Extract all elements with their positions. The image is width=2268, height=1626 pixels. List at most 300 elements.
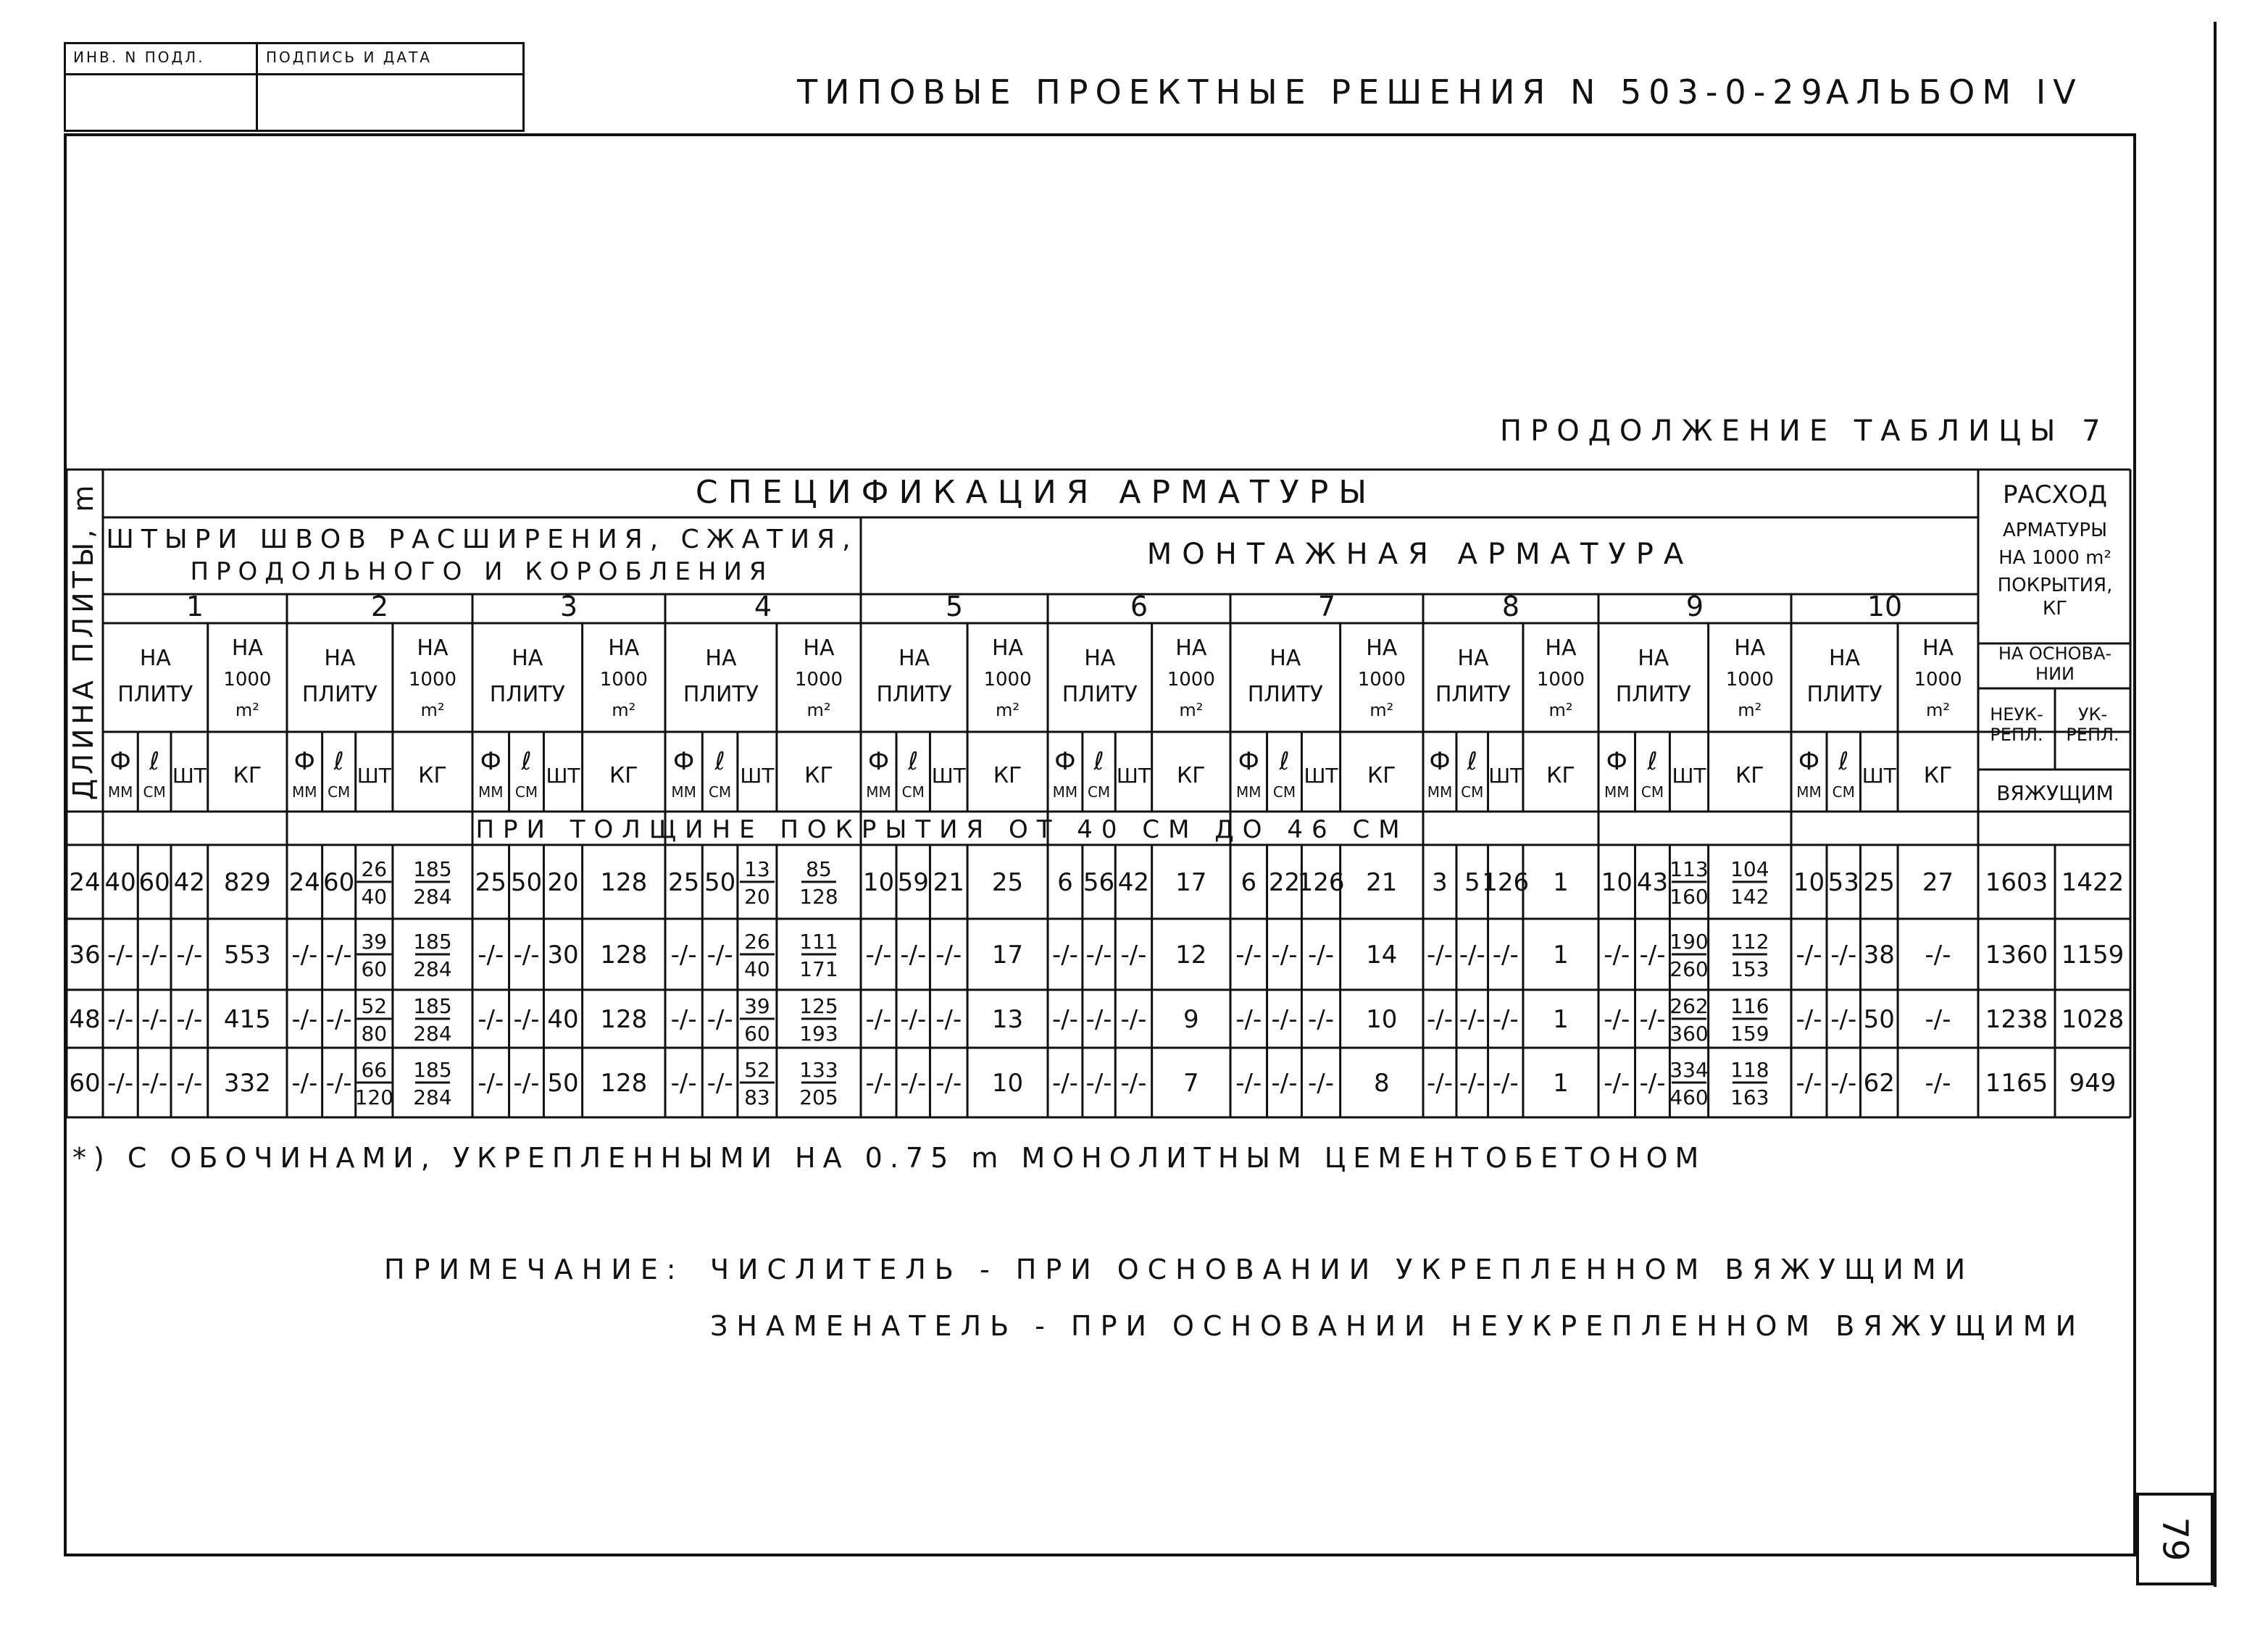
table-cell: -/- [325, 1069, 352, 1098]
table-cell: -/- [176, 1069, 203, 1098]
table-cell: -/- [1459, 1005, 1485, 1034]
unit-kg: КГ [1367, 763, 1396, 788]
cell-numerator: 104 [1730, 857, 1769, 881]
cell-denominator: 284 [413, 1022, 452, 1046]
sub-per-slab: ПЛИТУ [117, 682, 193, 707]
cell-denominator: 128 [799, 885, 838, 909]
table-cell: 128 [600, 941, 648, 970]
table-cell: -/- [1235, 941, 1262, 970]
cell-denominator: 142 [1730, 885, 1769, 909]
cell-numerator: 52 [361, 994, 388, 1018]
cell-numerator: 26 [361, 857, 388, 881]
unit-pieces: ШТ [357, 764, 391, 788]
cell-numerator: 133 [799, 1058, 838, 1082]
table-cell: -/- [1051, 1005, 1078, 1034]
table-cell: -/- [1796, 1005, 1822, 1034]
table-cell: -/- [1051, 1069, 1078, 1098]
unit-diameter: Ф [867, 747, 890, 776]
group-number-5: 5 [945, 591, 964, 622]
table-cell: -/- [1271, 1005, 1298, 1034]
table-cell: 50 [1863, 1005, 1895, 1034]
consumption-label: АРМАТУРЫ [2002, 520, 2108, 541]
sub-per-1000: m² [1738, 700, 1762, 720]
table-cell: -/- [176, 941, 203, 970]
sub-per-slab: ПЛИТУ [489, 682, 565, 707]
stamp-inv-label: ИНВ. N ПОДЛ. [73, 49, 205, 66]
unit-pieces: ШТ [172, 764, 207, 788]
table-cell: -/- [1085, 941, 1112, 970]
table-cell: -/- [513, 1005, 540, 1034]
cell-denominator: 60 [744, 1022, 770, 1046]
unit-pieces: ШТ [931, 764, 966, 788]
sub-per-1000: 1000 [794, 669, 843, 691]
table-cell: 25 [1863, 868, 1895, 897]
table-cell: 6 [1241, 868, 1257, 897]
table-cell: 17 [1175, 868, 1207, 897]
table-cell: 128 [600, 868, 648, 897]
table-cell: -/- [670, 1005, 697, 1034]
table-cell: 40 [104, 868, 136, 897]
unit-length: ℓ [333, 747, 344, 776]
unit-length: ℓ [1647, 747, 1658, 776]
table-body [69, 857, 2124, 1109]
sub-per-1000: НА [1366, 635, 1398, 661]
basis-col-unreinforced: НЕУК- [1990, 704, 2043, 725]
sub-per-slab: НА [1270, 646, 1301, 671]
sub-per-1000: НА [608, 635, 640, 661]
sub-per-1000: 1000 [408, 669, 457, 691]
cell-denominator: 83 [744, 1085, 770, 1109]
sub-per-slab: НА [139, 646, 171, 671]
table-cell: 128 [600, 1069, 648, 1098]
table-cell: 17 [991, 941, 1024, 970]
table-cell: 56 [1083, 868, 1115, 897]
table-cell: 1 [1553, 1069, 1569, 1098]
note-line-2: ЗНАМЕНАТЕЛЬ - ПРИ ОСНОВАНИИ НЕУКРЕПЛЕННОМ ВЯЖУЩИМИ [710, 1310, 2085, 1342]
table-cell: 949 [2069, 1069, 2117, 1098]
sub-per-1000: m² [1179, 700, 1204, 720]
sub-per-slab: ПЛИТУ [1806, 682, 1883, 707]
table-cell: 40 [547, 1005, 579, 1034]
cell-numerator: 116 [1730, 994, 1769, 1018]
basis-label: НИИ [2035, 664, 2075, 684]
table-cell: -/- [1639, 941, 1666, 970]
unit-pieces: ШТ [1488, 764, 1523, 788]
table-cell: 1422 [2061, 868, 2125, 897]
cell-numerator: 26 [744, 930, 770, 954]
table-cell: -/- [1308, 1005, 1335, 1034]
table-cell: 829 [223, 868, 271, 897]
sub-per-slab: НА [705, 646, 737, 671]
group-number-8: 8 [1501, 591, 1520, 622]
table-cell: 8 [1373, 1069, 1390, 1098]
table-cell: -/- [865, 1005, 892, 1034]
table-cell: -/- [670, 941, 697, 970]
spec-title: СПЕЦИФИКАЦИЯ АРМАТУРЫ [695, 474, 1377, 511]
continuation-label: ПРОДОЛЖЕНИЕ ТАБЛИЦЫ 7 [1500, 414, 2109, 448]
unit-kg: КГ [993, 763, 1022, 788]
table-cell: -/- [706, 941, 733, 970]
cell-denominator: 163 [1730, 1085, 1769, 1109]
cell-numerator: 185 [413, 857, 452, 881]
sub-per-slab: ПЛИТУ [1615, 682, 1691, 707]
unit-cm: СМ [708, 783, 732, 801]
cell-denominator: 40 [361, 885, 388, 909]
sub-per-1000: 1000 [983, 669, 1032, 691]
table-cell: -/- [1604, 1069, 1630, 1098]
basis-label: НА ОСНОВА- [1998, 643, 2112, 664]
table-cell: -/- [706, 1069, 733, 1098]
sub-per-1000: 1000 [223, 669, 272, 691]
group-number-1: 1 [185, 591, 204, 622]
cell-denominator: 284 [413, 885, 452, 909]
table-cell: -/- [1051, 941, 1078, 970]
table-cell: -/- [291, 941, 318, 970]
table-cell: -/- [1271, 941, 1298, 970]
cell-numerator: 112 [1730, 930, 1769, 954]
table-cell: -/- [670, 1069, 697, 1098]
binder-label: ВЯЖУЩИМ [1996, 781, 2114, 805]
cell-denominator: 284 [413, 1085, 452, 1109]
unit-pieces: ШТ [1861, 764, 1896, 788]
unit-length: ℓ [1838, 747, 1849, 776]
table-cell: 1360 [1985, 941, 2048, 970]
unit-length: ℓ [1279, 747, 1290, 776]
group-number-7: 7 [1317, 591, 1336, 622]
table-cell: -/- [478, 1069, 504, 1098]
cell-denominator: 193 [799, 1022, 838, 1046]
cell-denominator: 40 [744, 957, 770, 981]
unit-kg: КГ [418, 763, 447, 788]
table-cell: -/- [900, 1069, 927, 1098]
sub-per-slab: ПЛИТУ [1435, 682, 1512, 707]
unit-kg: КГ [1735, 763, 1764, 788]
unit-mm: ММ [1052, 783, 1078, 801]
table-cell: -/- [1271, 1069, 1298, 1098]
table-cell: 1 [1553, 941, 1569, 970]
table-cell: -/- [291, 1005, 318, 1034]
table-cell: -/- [1492, 941, 1519, 970]
sub-per-1000: НА [1175, 635, 1207, 661]
unit-kg: КГ [804, 763, 833, 788]
unit-cm: СМ [1461, 783, 1484, 801]
unit-cm: СМ [1272, 783, 1296, 801]
table-cell: -/- [1796, 941, 1822, 970]
sub-per-1000: 1000 [1725, 669, 1774, 691]
table-cell: 50 [510, 868, 543, 897]
table-cell: -/- [1796, 1069, 1822, 1098]
cell-denominator: 171 [799, 957, 838, 981]
unit-kg: КГ [609, 763, 638, 788]
unit-kg: КГ [1546, 763, 1575, 788]
note-line-1: ЧИСЛИТЕЛЬ - ПРИ ОСНОВАНИИ УКРЕПЛЕННОМ ВЯЖУЩИМИ [710, 1254, 1975, 1285]
unit-length: ℓ [1093, 747, 1104, 776]
album-label: АЛЬБОМ IV [1826, 72, 2083, 112]
unit-mm: ММ [1236, 783, 1262, 801]
unit-diameter: Ф [109, 747, 131, 776]
table-cell: 59 [897, 868, 929, 897]
unit-length: ℓ [714, 747, 725, 776]
table-cell: -/- [1085, 1069, 1112, 1098]
sub-per-slab: ПЛИТУ [1247, 682, 1323, 707]
table-cell: 50 [547, 1069, 579, 1098]
sub-per-slab: НА [1828, 646, 1861, 671]
table-cell: 24 [288, 868, 320, 897]
cell-numerator: 52 [744, 1058, 770, 1082]
table-cell: -/- [1925, 941, 1951, 970]
sub-per-1000: НА [1545, 635, 1577, 661]
table-cell: -/- [1426, 1005, 1453, 1034]
slab-length: 24 [69, 868, 101, 897]
cell-denominator: 360 [1669, 1022, 1709, 1046]
table-cell: 10 [991, 1069, 1024, 1098]
sub-per-slab: НА [1638, 646, 1669, 671]
sub-per-1000: 1000 [1167, 669, 1215, 691]
table-cell: -/- [1639, 1069, 1666, 1098]
table-cell: -/- [141, 941, 168, 970]
table-cell: 43 [1636, 868, 1669, 897]
sub-per-1000: m² [806, 700, 831, 720]
cell-denominator: 260 [1669, 957, 1709, 981]
table-cell: -/- [706, 1005, 733, 1034]
table-cell: -/- [900, 1005, 927, 1034]
table-cell: 27 [1922, 868, 1954, 897]
sub-per-1000: m² [420, 700, 445, 720]
table-cell: 25 [475, 868, 506, 897]
table-cell: 25 [991, 868, 1024, 897]
table-cell: 6 [1057, 868, 1073, 897]
unit-cm: СМ [901, 783, 925, 801]
table-cell: 60 [138, 868, 170, 897]
unit-mm: ММ [107, 783, 133, 801]
table-cell: 22 [1268, 868, 1301, 897]
slab-length: 36 [69, 941, 101, 970]
unit-diameter: Ф [1238, 747, 1259, 776]
group-number-9: 9 [1685, 591, 1704, 622]
table-cell: -/- [1830, 941, 1857, 970]
cell-denominator: 80 [361, 1022, 388, 1046]
page-number: 79 [2154, 1517, 2196, 1562]
sub-per-1000: 1000 [599, 669, 648, 691]
table-cell: 62 [1863, 1069, 1895, 1098]
table-cell: 3 [1432, 868, 1448, 897]
consumption-label: ПОКРЫТИЯ, [1997, 575, 2113, 596]
table-cell: -/- [1235, 1069, 1262, 1098]
table-cell: -/- [1459, 1069, 1485, 1098]
cell-denominator: 159 [1730, 1022, 1769, 1046]
table-cell: -/- [1925, 1005, 1951, 1034]
cell-denominator: 160 [1669, 885, 1709, 909]
unit-pieces: ШТ [740, 764, 775, 788]
unit-pieces: ШТ [1116, 764, 1151, 788]
cell-denominator: 153 [1730, 957, 1769, 981]
table-cell: 30 [547, 941, 579, 970]
table-cell: 1 [1553, 1005, 1569, 1034]
unit-cm: СМ [1832, 783, 1855, 801]
table-cell: -/- [478, 1005, 504, 1034]
group1-title-line1: ШТЫРИ ШВОВ РАСШИРЕНИЯ, СЖАТИЯ, [106, 525, 858, 554]
thickness-row: ПРИ ТОЛЩИНЕ ПОКРЫТИЯ ОТ 40 СМ ДО 46 СМ [475, 815, 1409, 844]
table-cell: 10 [1793, 868, 1825, 897]
unit-mm: ММ [292, 783, 317, 801]
sub-per-1000: НА [991, 635, 1024, 661]
table-cell: -/- [1308, 1069, 1335, 1098]
table-cell: 1165 [1985, 1069, 2048, 1098]
sub-per-1000: НА [803, 635, 835, 661]
group-number-4: 4 [754, 591, 772, 622]
unit-diameter: Ф [1054, 747, 1076, 776]
unit-diameter: Ф [480, 747, 501, 776]
unit-mm: ММ [1427, 783, 1453, 801]
cell-denominator: 460 [1669, 1085, 1709, 1109]
table-cell: -/- [1235, 1005, 1262, 1034]
table-cell: -/- [1604, 941, 1630, 970]
table-cell: 415 [223, 1005, 271, 1034]
cell-numerator: 185 [413, 930, 452, 954]
table-cell: -/- [935, 1005, 962, 1034]
table-cell: 12 [1175, 941, 1207, 970]
note-label: ПРИМЕЧАНИЕ: [384, 1254, 685, 1285]
table-cell: 553 [223, 941, 271, 970]
sub-per-slab: ПЛИТУ [683, 682, 759, 707]
cell-numerator: 85 [806, 857, 832, 881]
table-cell: -/- [1492, 1069, 1519, 1098]
table-cell: -/- [176, 1005, 203, 1034]
cell-numerator: 13 [744, 857, 770, 881]
table-cell: -/- [865, 1069, 892, 1098]
table-cell: 50 [704, 868, 736, 897]
table-cell: -/- [1085, 1005, 1112, 1034]
group-number-2: 2 [370, 591, 389, 622]
group2-title: МОНТАЖНАЯ АРМАТУРА [1146, 538, 1694, 571]
unit-cm: СМ [514, 783, 538, 801]
unit-pieces: ШТ [1672, 764, 1706, 788]
sub-per-1000: 1000 [1357, 669, 1406, 691]
table-cell: -/- [1120, 941, 1147, 970]
unit-diameter: Ф [1429, 747, 1451, 776]
cell-numerator: 185 [413, 994, 452, 1018]
table-cell: 10 [1601, 868, 1633, 897]
table-cell: -/- [1830, 1005, 1857, 1034]
cell-denominator: 205 [799, 1085, 838, 1109]
document-title: ТИПОВЫЕ ПРОЕКТНЫЕ РЕШЕНИЯ N 503-0-29 [797, 72, 1830, 112]
cell-denominator: 60 [361, 957, 388, 981]
unit-diameter: Ф [673, 747, 695, 776]
sub-per-slab: НА [898, 646, 930, 671]
unit-kg: КГ [1923, 763, 1953, 788]
table-cell: 1 [1553, 868, 1569, 897]
table-cell: 126 [1297, 868, 1345, 897]
table-cell: 1028 [2061, 1005, 2125, 1034]
sub-per-1000: 1000 [1536, 669, 1585, 691]
table-cell: 9 [1183, 1005, 1199, 1034]
slab-length: 60 [69, 1069, 101, 1098]
sub-per-1000: НА [1922, 635, 1954, 661]
group1-title-line2: ПРОДОЛЬНОГО И КОРОБЛЕНИЯ [190, 557, 774, 586]
sub-per-slab: НА [1457, 646, 1489, 671]
table-cell: -/- [107, 1005, 134, 1034]
footnote: *) С ОБОЧИНАМИ, УКРЕПЛЕННЫМИ НА 0.75 m МОНОЛИТНЫМ ЦЕМЕНТОБЕТОНОМ [72, 1142, 1706, 1174]
cell-numerator: 39 [361, 930, 388, 954]
table-cell: 5 [1464, 868, 1480, 897]
table-cell: -/- [325, 1005, 352, 1034]
table-cell: -/- [1830, 1069, 1857, 1098]
row-axis-label: ДЛИНА ПЛИТЫ, m [67, 480, 99, 801]
table-cell: -/- [141, 1005, 168, 1034]
cell-numerator: 113 [1669, 857, 1709, 881]
group-number-6: 6 [1130, 591, 1148, 622]
table-cell: 1603 [1985, 868, 2048, 897]
group-number-3: 3 [559, 591, 578, 622]
cell-numerator: 262 [1669, 994, 1709, 1018]
table-cell: 21 [1366, 868, 1398, 897]
table-cell: -/- [1492, 1005, 1519, 1034]
table-cell: -/- [865, 941, 892, 970]
unit-cm: СМ [328, 783, 351, 801]
table-cell: 126 [1482, 868, 1530, 897]
sub-per-1000: m² [1926, 700, 1951, 720]
unit-mm: ММ [1604, 783, 1630, 801]
table-cell: 20 [547, 868, 579, 897]
cell-denominator: 120 [354, 1085, 394, 1109]
unit-length: ℓ [1467, 747, 1477, 776]
sub-per-1000: НА [417, 635, 449, 661]
table-cell: -/- [1426, 1069, 1453, 1098]
cell-numerator: 190 [1669, 930, 1709, 954]
cell-numerator: 334 [1669, 1058, 1709, 1082]
unit-cm: СМ [143, 783, 166, 801]
group-number-10: 10 [1867, 591, 1903, 622]
unit-mm: ММ [866, 783, 891, 801]
sub-per-slab: НА [1084, 646, 1116, 671]
table-cell: 21 [933, 868, 964, 897]
cell-numerator: 118 [1730, 1058, 1769, 1082]
table-cell: -/- [107, 941, 134, 970]
table-cell: 332 [223, 1069, 271, 1098]
table-cell: -/- [141, 1069, 168, 1098]
cell-numerator: 185 [413, 1058, 452, 1082]
basis-col-reinforced: УК- [2077, 704, 2108, 725]
table-cell: 42 [1117, 868, 1150, 897]
table-cell: 1238 [1985, 1005, 2048, 1034]
cell-numerator: 111 [799, 930, 838, 954]
sub-per-slab: НА [512, 646, 543, 671]
unit-pieces: ШТ [1304, 764, 1338, 788]
table-header [67, 474, 2119, 844]
unit-cm: СМ [1640, 783, 1664, 801]
sub-per-1000: m² [612, 700, 636, 720]
table-cell: 13 [991, 1005, 1024, 1034]
sub-per-1000: m² [1548, 700, 1573, 720]
table-cell: -/- [935, 1069, 962, 1098]
unit-mm: ММ [1796, 783, 1822, 801]
table-cell: 25 [668, 868, 700, 897]
basis-col-unreinforced: РЕПЛ. [1990, 725, 2043, 745]
sub-per-1000: НА [1734, 635, 1766, 661]
table-cell: -/- [1604, 1005, 1630, 1034]
sub-per-1000: 1000 [1914, 669, 1962, 691]
sub-per-1000: НА [231, 635, 263, 661]
sub-per-slab: ПЛИТУ [301, 682, 378, 707]
unit-length: ℓ [521, 747, 532, 776]
table-cell: -/- [1639, 1005, 1666, 1034]
table-cell: 60 [323, 868, 355, 897]
unit-kg: КГ [1177, 763, 1206, 788]
unit-pieces: ШТ [546, 764, 580, 788]
cell-denominator: 20 [744, 885, 770, 909]
table-cell: 38 [1863, 941, 1895, 970]
unit-mm: ММ [671, 783, 696, 801]
